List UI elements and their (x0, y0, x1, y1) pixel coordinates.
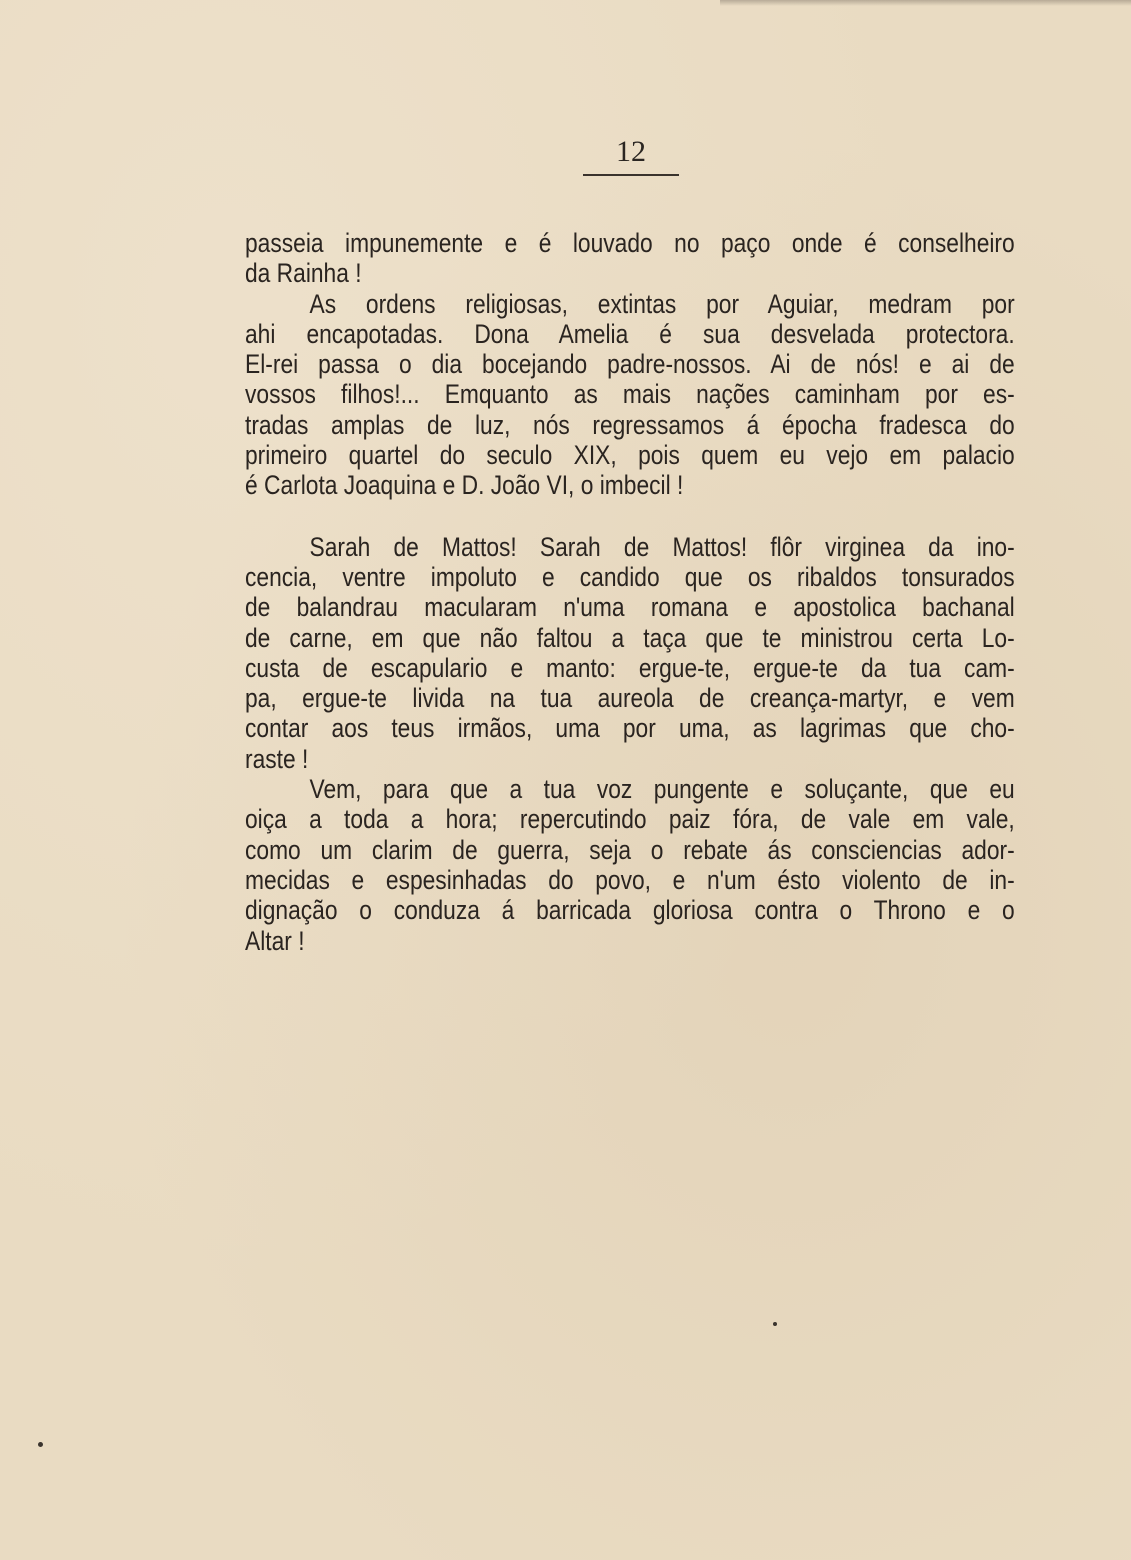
text-line: Sarah de Mattos! Sarah de Mattos! flôr virginea da ino- (309, 531, 1015, 562)
page-number-rule (583, 174, 679, 176)
paragraph-gap (245, 501, 1015, 532)
text-line: passeia impunemente e é louvado no paço onde é conselheiro (245, 228, 1015, 258)
text-line: ahi encapotadas. Dona Amelia é sua desvelada protectora. (245, 318, 1015, 349)
text-line: El-rei passa o dia bocejando padre-nossos. Ai de nós! e ai de (245, 349, 1015, 380)
body-text (245, 228, 1015, 956)
text-line: é Carlota Joaquina e D. João VI, o imbecil ! (245, 470, 684, 501)
page-number: 12 (616, 135, 646, 168)
text-line: Vem, para que a tua voz pungente e soluçante, que eu (309, 774, 1015, 805)
text-line: como um clarim de guerra, seja o rebate ás consciencias ador- (245, 834, 1015, 865)
text-line: dignação o conduza á barricada gloriosa contra o Throno e o (245, 895, 1015, 926)
text-line: As ordens religiosas, extintas por Aguiar, medram por (309, 288, 1015, 319)
text-line: tradas amplas de luz, nós regressamos á épocha fradesca do (245, 409, 1015, 440)
text-line: de balandrau macularam n'uma romana e apostolica bachanal (245, 592, 1015, 623)
text-line: Altar ! (245, 925, 305, 956)
text-line: raste ! (245, 743, 309, 774)
text-line: oiça a toda a hora; repercutindo paiz fóra, de vale em vale, (245, 804, 1015, 835)
text-line: primeiro quartel do seculo XIX, pois quem eu vejo em palacio (245, 440, 1015, 471)
text-line: mecidas e espesinhadas do povo, e n'um ésto violento de in- (245, 864, 1015, 895)
text-line: pa, ergue-te livida na tua aureola de creança-martyr, e vem (245, 683, 1015, 714)
text-line: vossos filhos!... Emquanto as mais nações caminham por es- (245, 379, 1015, 410)
page-edge-shadow (720, 0, 1131, 6)
paper-speck (38, 1442, 43, 1447)
text-line: da Rainha ! (245, 258, 362, 289)
text-line: cencia, ventre impoluto e candido que os ribaldos tonsurados (245, 561, 1015, 592)
text-line: custa de escapulario e manto: ergue-te, ergue-te da tua cam- (245, 652, 1015, 683)
text-line: de carne, em que não faltou a taça que te ministrou certa Lo- (245, 622, 1015, 653)
paper-speck (773, 1322, 777, 1326)
text-line: contar aos teus irmãos, uma por uma, as lagrimas que cho- (245, 713, 1015, 744)
